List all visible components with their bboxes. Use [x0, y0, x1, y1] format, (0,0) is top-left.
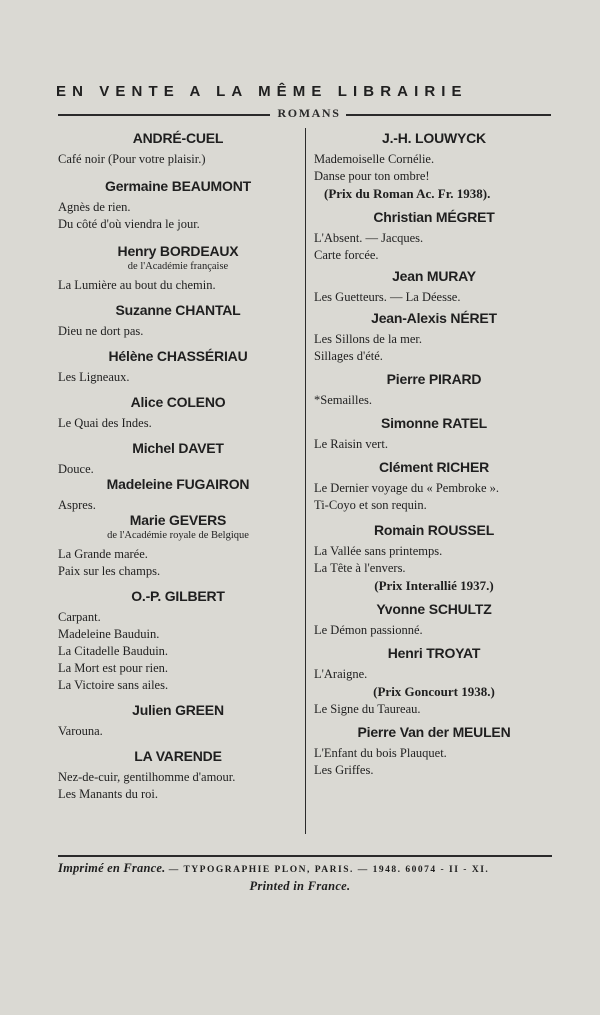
- author-name: Jean-Alexis NÉRET: [371, 310, 497, 326]
- author-entry: [58, 512, 298, 580]
- author-name: Simonne RATEL: [380, 415, 488, 431]
- column-divider: [305, 128, 306, 834]
- author-affiliation: de l'Académie française: [127, 261, 229, 272]
- author-entry: [314, 601, 554, 639]
- book-title: Sillages d'été.: [314, 349, 383, 363]
- author-name: LA VARENDE: [134, 748, 222, 764]
- author-entry: [58, 394, 298, 432]
- author-entry: [314, 209, 554, 264]
- author-name: Yvonne SCHULTZ: [376, 601, 492, 617]
- author-entry: [58, 348, 298, 386]
- footer-rule: [58, 855, 552, 857]
- author-name: Clément RICHER: [379, 459, 489, 475]
- book-title: *Semailles.: [314, 393, 372, 407]
- author-entry: [58, 476, 298, 514]
- book-title: Le Démon passionné.: [314, 623, 423, 637]
- book-title: Douce.: [58, 462, 94, 476]
- author-entry: [58, 302, 298, 340]
- author-name: Henry BORDEAUX: [117, 243, 239, 259]
- book-title: La Lumière au bout du chemin.: [58, 278, 216, 292]
- book-title: Les Guetteurs. — La Déesse.: [314, 290, 461, 304]
- author-entry: [58, 178, 298, 233]
- header-rule-left: [58, 114, 270, 116]
- author-entry: [314, 459, 554, 514]
- author-name: ANDRÉ-CUEL: [132, 130, 224, 146]
- book-title: Les Sillons de la mer.: [314, 332, 422, 346]
- footer-imprint-line: [58, 861, 558, 876]
- author-name: Henri TROYAT: [387, 645, 481, 661]
- footer-printer: — TYPOGRAPHIE PLON, PARIS. — 1948. 60074 - II - XI.: [168, 865, 490, 875]
- author-name: Christian MÉGRET: [373, 209, 495, 225]
- book-title: La Citadelle Bauduin.: [58, 644, 169, 658]
- footer-imprint: Imprimé en France.: [58, 861, 166, 875]
- book-title: Les Griffes.: [314, 763, 374, 777]
- book-title: Le Signe du Taureau.: [314, 702, 421, 716]
- book-title: Agnès de rien.: [58, 200, 131, 214]
- author-affiliation: de l'Académie royale de Belgique: [107, 530, 249, 541]
- author-name: J.-H. LOUWYCK: [382, 130, 486, 146]
- author-name: Marie GEVERS: [129, 512, 227, 528]
- author-entry: [58, 243, 298, 294]
- book-title: Du côté d'où viendra le jour.: [58, 217, 200, 231]
- footer-printed: Printed in France.: [249, 879, 351, 893]
- book-title: Café noir (Pour votre plaisir.): [58, 152, 206, 166]
- author-entry: [58, 130, 298, 168]
- author-entry: [58, 748, 298, 803]
- author-name: Hélène CHASSÉRIAU: [108, 348, 248, 364]
- book-title: Nez-de-cuir, gentilhomme d'amour.: [58, 770, 236, 784]
- book-title: Carte forcée.: [314, 248, 379, 262]
- book-title: Les Manants du roi.: [58, 787, 158, 801]
- book-title: Le Quai des Indes.: [58, 416, 152, 430]
- author-name: Jean MURAY: [392, 268, 476, 284]
- author-name: Julien GREEN: [132, 702, 224, 718]
- book-title: Mademoiselle Cornélie.: [314, 152, 435, 166]
- author-entry: [314, 522, 554, 595]
- book-title: La Tête à l'envers.: [314, 561, 406, 575]
- author-entry: [314, 645, 554, 718]
- author-entry: [314, 310, 554, 365]
- author-name: Germaine BEAUMONT: [105, 178, 251, 194]
- author-name: O.-P. GILBERT: [131, 588, 225, 604]
- left-column: [58, 130, 298, 803]
- author-name: Romain ROUSSEL: [373, 522, 495, 538]
- header-title: EN VENTE A LA MÊME LIBRAIRIE: [56, 83, 468, 100]
- author-entry: [314, 415, 554, 453]
- book-title: Carpant.: [58, 610, 101, 624]
- book-title: Le Raisin vert.: [314, 437, 388, 451]
- book-title: La Victoire sans ailes.: [58, 678, 169, 692]
- prize-note: (Prix du Roman Ac. Fr. 1938).: [324, 186, 491, 201]
- author-entry: [314, 130, 554, 203]
- author-name: Michel DAVET: [132, 440, 224, 456]
- section-label: ROMANS: [277, 106, 341, 120]
- book-title: Aspres.: [58, 498, 96, 512]
- book-title: L'Araigne.: [314, 667, 368, 681]
- book-title: La Vallée sans printemps.: [314, 544, 443, 558]
- author-name: Suzanne CHANTAL: [115, 302, 241, 318]
- author-name: Pierre Van der MEULEN: [357, 724, 511, 740]
- header-rule-right: [346, 114, 551, 116]
- author-entry: [58, 702, 298, 740]
- book-title: Dieu ne dort pas.: [58, 324, 144, 338]
- prize-note: (Prix Interallié 1937.): [374, 578, 494, 593]
- author-entry: [58, 440, 298, 478]
- book-title: Paix sur les champs.: [58, 564, 161, 578]
- book-title: L'Absent. — Jacques.: [314, 231, 424, 245]
- book-title: Varouna.: [58, 724, 103, 738]
- book-title: Danse pour ton ombre!: [314, 169, 430, 183]
- author-entry: [314, 371, 554, 409]
- author-name: Madeleine FUGAIRON: [106, 476, 250, 492]
- book-title: La Mort est pour rien.: [58, 661, 169, 675]
- right-column: [314, 130, 554, 779]
- book-title: L'Enfant du bois Plauquet.: [314, 746, 447, 760]
- book-title: La Grande marée.: [58, 547, 148, 561]
- author-entry: [314, 724, 554, 779]
- author-name: Pierre PIRARD: [386, 371, 482, 387]
- book-title: Madeleine Bauduin.: [58, 627, 160, 641]
- prize-note: (Prix Goncourt 1938.): [373, 684, 495, 699]
- book-title: Ti-Coyo et son requin.: [314, 498, 427, 512]
- author-entry: [314, 268, 554, 306]
- author-name: Alice COLENO: [130, 394, 226, 410]
- book-title: Le Dernier voyage du « Pembroke ».: [314, 481, 500, 495]
- author-entry: [58, 588, 298, 694]
- book-title: Les Ligneaux.: [58, 370, 130, 384]
